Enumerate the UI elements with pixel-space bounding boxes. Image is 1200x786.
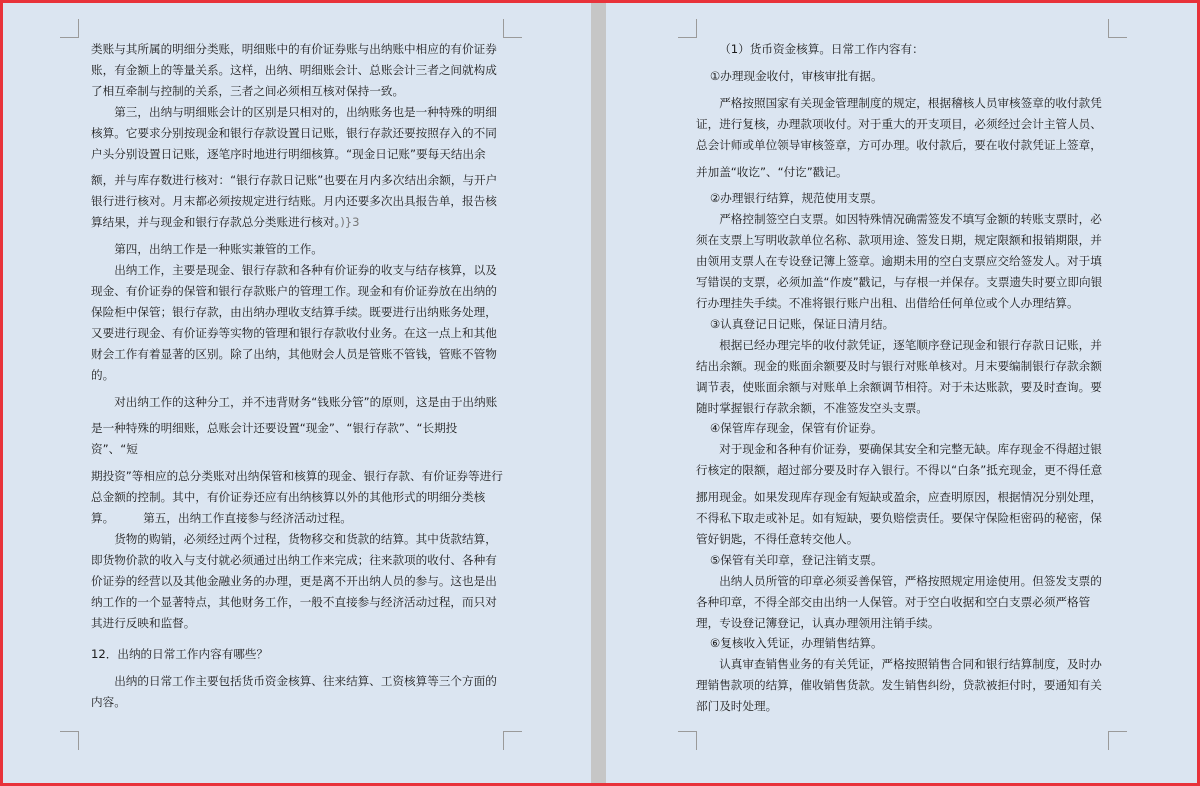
- sub-heading: ①办理现金收付，审核审批有据。: [709, 68, 883, 83]
- stray-mark: )}3: [340, 215, 360, 230]
- sub-heading: ⑤保管有关印章，登记注销支票。: [709, 552, 883, 567]
- crop-mark: [678, 19, 697, 38]
- left-page-text: [91, 39, 503, 713]
- heading-fourth: 第四，出纳工作是一种账实兼管的工作。: [114, 242, 323, 257]
- crop-mark: [678, 731, 697, 750]
- paragraph: 并加盖“收讫”、“付讫”戳记。: [696, 164, 848, 179]
- crop-mark: [1108, 731, 1127, 750]
- paragraph: 严格控制签空白支票。如因特殊情况确需签发不填写金额的转账支票时，必须在支票上写明收款单位名称、款项用途、签发日期，规定限额和报销期限，并由领用支票人在专设登记簿上签章。逾期未用的空白支票应交给签发人。对于填写错误的支票，必须加盖“作废”戳记，与存根一并保存。支票遗失时要立即向银行办理挂失手续。不准将银行账户出租、出借给任何单位或个人办理结算。: [696, 212, 1103, 310]
- crop-mark: [60, 19, 79, 38]
- paragraph: 严格按照国家有关现金管理制度的规定，根据稽核人员审核签章的收付款凭证，进行复核，办理款项收付。对于重大的开支项目，必须经过会计主管人员、总会计师或单位领导审核签章，方可办理。收付款后，要在收付款凭证上签章，: [696, 95, 1102, 152]
- paragraph: 类账与其所属的明细分类账，明细账中的有价证券账与出纳账中相应的有价证券账，有金额上的等量关系。这样，出纳、明细账会计、总账会计三者之间就构成了相互牵制与控制的关系，三者之间必须相互核对保持一致。: [91, 42, 497, 98]
- crop-mark: [503, 731, 522, 750]
- heading-fifth: 第五，出纳工作直接参与经济活动过程。: [143, 511, 352, 526]
- paragraph: 第三，出纳与明细账会计的区别是只相对的，出纳账务也是一种特殊的明细核算。它要求分别按现金和银行存款设置日记账，银行存款还要按照存入的不同户头分别设置日记账，逐笔序时地进行明细核算。“现金日记账”要每天结出余: [91, 104, 497, 161]
- paragraph: 对于现金和各种有价证券，要确保其安全和完整无缺。库存现金不得超过银行核定的限额，超过部分要及时存入银行。不得以“白条”抵充现金，更不得任意: [696, 442, 1103, 478]
- crop-mark: [60, 731, 79, 750]
- question-heading: 12．出纳的日常工作内容有哪些？: [91, 647, 269, 662]
- paragraph: 出纳人员所管的印章必须妥善保管，严格按照规定用途使用。但签发支票的各种印章，不得全部交由出纳一人保管。对于空白收据和空白支票必须严格管理，专设登记簿登记，认真办理领用注销手续。: [696, 573, 1102, 630]
- paragraph: 出纳的日常工作主要包括货币资金核算、往来结算、工资核算等三个方面的内容。: [91, 674, 497, 710]
- sub-heading: ③认真登记日记账，保证日清月结。: [709, 316, 895, 331]
- section-heading: （1）货币资金核算。日常工作内容有：: [719, 42, 924, 56]
- paragraph: 出纳工作，主要是现金、银行存款和各种有价证券的收支与结存核算，以及现金、有价证券的保管和银行存款账户的管理工作。现金和有价证券放在出纳的保险柜中保管；银行存款，由出纳办理收支结算手续。既要进行出纳账务处理，又要进行现金、有价证券等实物的管理和银行存款收付业务。在这一点上和其他财会工作有着显著的区别。除了出纳，其他财会人员是管账不管钱，管账不管物的。: [91, 263, 497, 382]
- paragraph: 挪用现金。如果发现库存现金有短缺或盈余，应查明原因，根据情况分别处理，不得私下取走或补足。如有短缺，要负赔偿责任。要保守保险柜密码的秘密，保管好钥匙，不得任意转交他人。: [696, 490, 1102, 546]
- sub-heading: ④保管库存现金，保管有价证券。: [709, 421, 883, 436]
- left-page: [3, 3, 591, 783]
- crop-mark: [1108, 19, 1127, 38]
- paragraph: 根据已经办理完毕的收付款凭证，逐笔顺序登记现金和银行存款日记账，并结出余额。现金的账面余额要及时与银行对账单核对。月末要编制银行存款余额调节表，使账面余额与对账单上余额调节相符。对于未达账款，要及时查询。要随时掌握银行存款余额，不准签发空头支票。: [696, 337, 1102, 415]
- paragraph-text: 额，并与库存数进行核对：“银行存款日记账”也要在月内多次结出余额，与开户银行进行核对。月末都必须按规定进行结账。月内还要多次出具报告单，报告核算结果，并与现金和银行存款总分类账进行核对。: [91, 173, 498, 230]
- paragraph: 是一种特殊的明细账，总账会计还要设置“现金”、“银行存款”、“长期投资”、“短: [91, 421, 458, 457]
- crop-mark: [503, 19, 522, 38]
- sub-heading: ②办理银行结算，规范使用支票。: [709, 191, 883, 206]
- paragraph: [91, 170, 503, 233]
- page-gutter: [591, 3, 606, 783]
- paragraph: 对出纳工作的这种分工，并不违背财务“钱账分管”的原则，这是由于出纳账: [114, 394, 498, 409]
- paragraph: 认真审查销售业务的有关凭证，严格按照销售合同和银行结算制度，及时办理销售款项的结算，催收销售货款。发生销售纠纷，贷款被拒付时，要通知有关部门及时处理。: [696, 657, 1102, 714]
- right-page: [606, 3, 1197, 783]
- paragraph: 货物的购销，必须经过两个过程，货物移交和货款的结算。其中货款结算，即货物价款的收入与支付就必须通过出纳工作来完成；往来款项的收付、各种有价证券的经营以及其他金融业务的办理，更是离不开出纳人员的参与。这也是出纳工作的一个显著特点，其他财务工作，一般不直接参与经济活动过程，而只对其进行反映和监督。: [91, 531, 497, 630]
- right-page-text: [696, 39, 1106, 717]
- paragraph-text: 期投资”等相应的总分类账对出纳保管和核算的现金、银行存款、有价证券等进行总金额的控制。其中，有价证券还应有出纳核算以外的其他形式的明细分类核算。: [91, 469, 503, 526]
- paragraph: [91, 466, 503, 529]
- sub-heading: ⑥复核收入凭证，办理销售结算。: [709, 636, 883, 651]
